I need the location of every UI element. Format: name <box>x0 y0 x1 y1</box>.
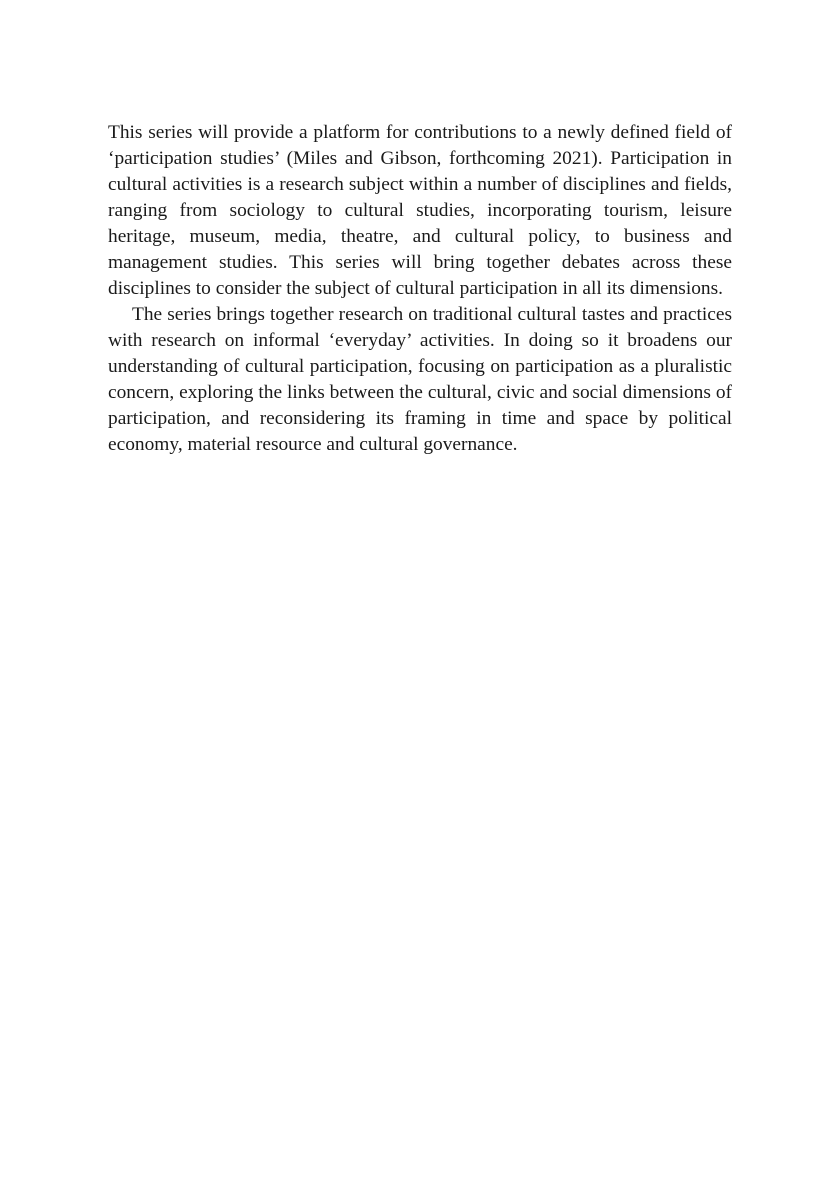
series-description <box>108 120 732 458</box>
paragraph-series-platform: This series will provide a platform for contributions to a newly defined field of ‘participation studies’ (Miles and Gibson, forthcoming 2021). Participation in cultural activities is a research subject within a number of disciplines and fields, ranging from sociology to cultural studies, incorporating tourism, leisure heritage, museum, media, theatre, and cultural policy, to business and management studies. This series will bring together debates across these disciplines to consider the subject of cultural participation in all its dimensions. <box>108 122 732 299</box>
paragraph-series-scope: The series brings together research on traditional cultural tastes and practices with research on informal ‘everyday’ activities. In doing so it broadens our understanding of cultural participation, focusing on participation as a pluralistic concern, exploring the links between the cultural, civic and social dimensions of participation, and reconsidering its framing in time and space by political economy, material resource and cultural governance. <box>108 304 732 455</box>
